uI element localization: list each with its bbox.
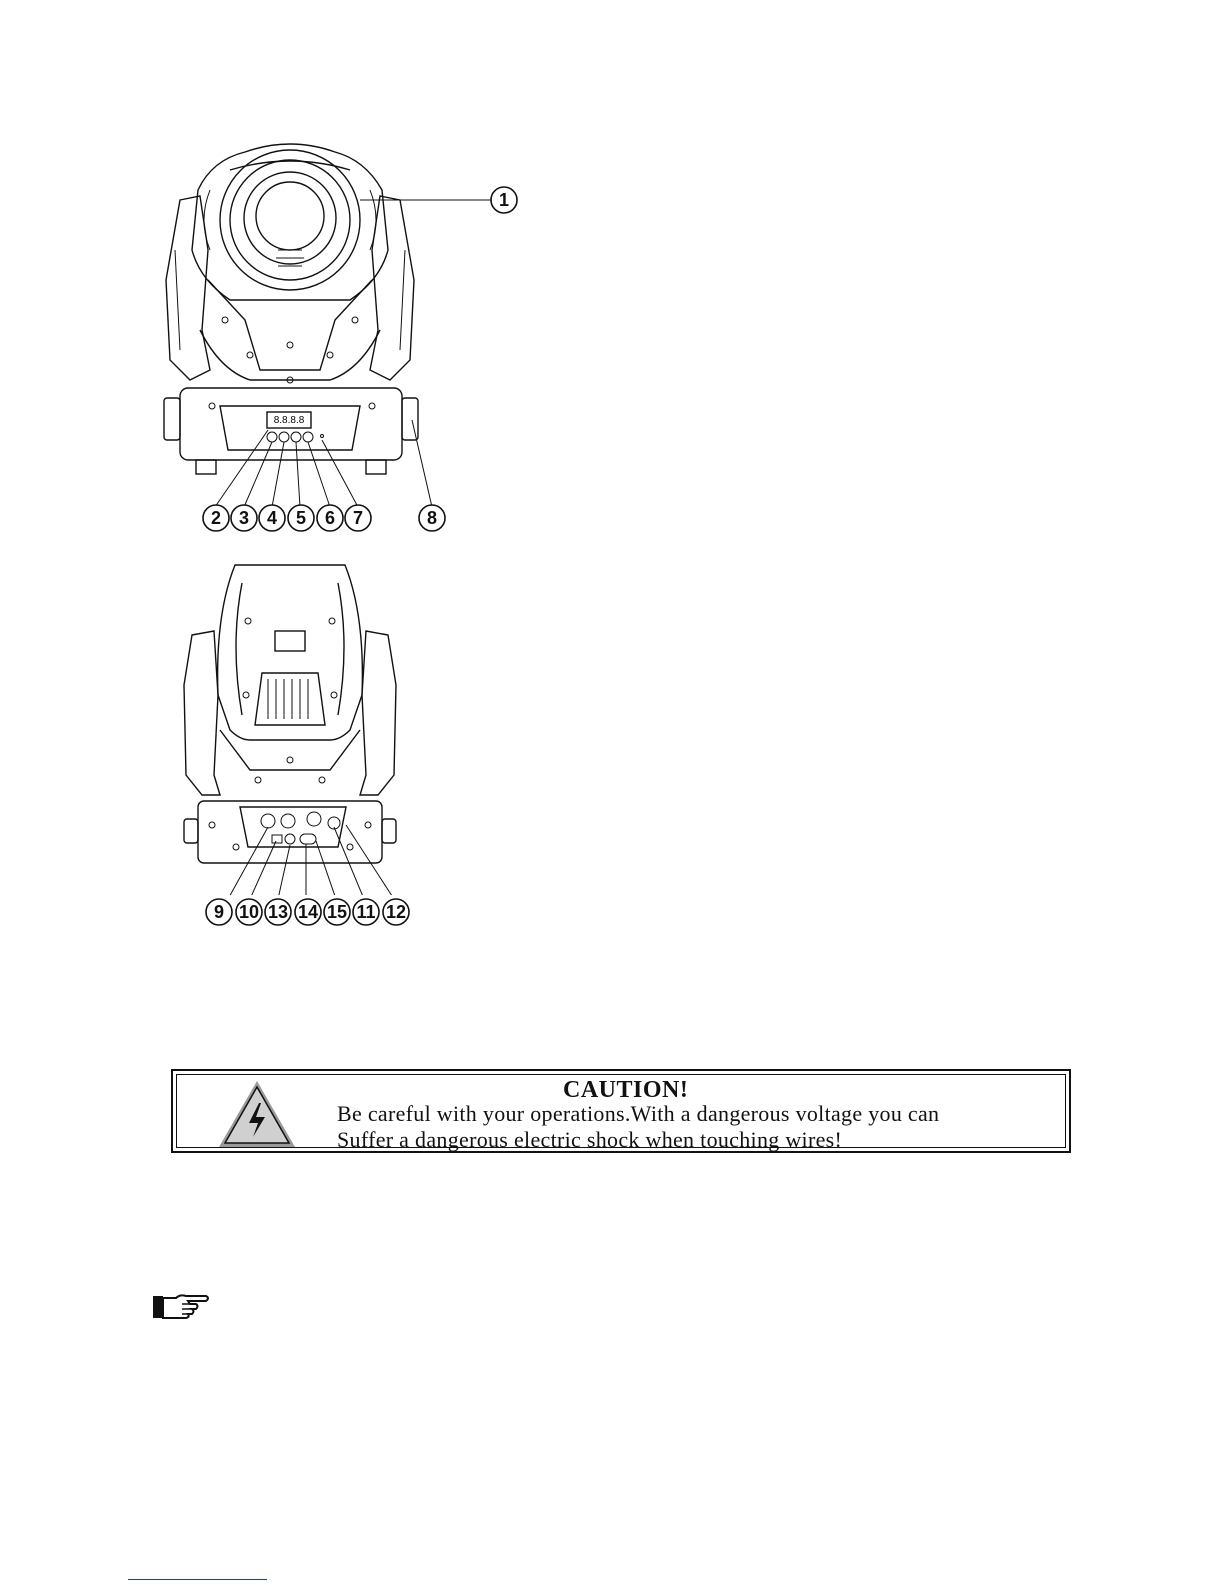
- footer-rule: [128, 1579, 267, 1580]
- display-readout: 8.8.8.8: [273, 415, 305, 426]
- high-voltage-warning-icon: [217, 1079, 297, 1149]
- fixture-head-rear: [218, 565, 363, 740]
- callout-5: [288, 505, 314, 531]
- caution-title: CAUTION!: [563, 1077, 689, 1103]
- svg-text:3: 3: [238, 508, 250, 528]
- callout-6: [317, 505, 343, 531]
- callout-8: [419, 505, 445, 531]
- rear-callouts: [200, 896, 420, 928]
- svg-text:5: 5: [295, 508, 307, 528]
- svg-text:7: 7: [352, 508, 364, 528]
- callout-7: [345, 505, 371, 531]
- front-callouts: [190, 180, 530, 540]
- callout-13: [265, 899, 291, 925]
- svg-text:9: 9: [213, 902, 225, 922]
- svg-text:10: 10: [238, 902, 260, 922]
- svg-text:14: 14: [297, 902, 319, 922]
- svg-text:15: 15: [326, 902, 348, 922]
- callout-14: [295, 899, 321, 925]
- pointing-hand-icon: [152, 1290, 212, 1322]
- callout-1: [491, 187, 517, 213]
- caution-box: [171, 1069, 1071, 1153]
- callout-9: [206, 899, 232, 925]
- svg-text:11: 11: [356, 902, 376, 922]
- callout-10: [236, 899, 262, 925]
- caution-text-line-2: Suffer a dangerous electric shock when touching wires!: [337, 1127, 843, 1152]
- callout-12: [383, 899, 409, 925]
- callout-2: [203, 505, 229, 531]
- svg-text:8: 8: [426, 508, 438, 528]
- callout-4: [259, 505, 285, 531]
- callout-15: [324, 899, 350, 925]
- svg-text:1: 1: [498, 190, 510, 210]
- svg-text:2: 2: [210, 508, 222, 528]
- callout-3: [231, 505, 257, 531]
- svg-text:12: 12: [385, 902, 407, 922]
- rear-view-diagram: [150, 555, 450, 895]
- svg-text:6: 6: [324, 508, 336, 528]
- yoke-arms-rear: [184, 631, 396, 795]
- callout-11: [353, 899, 379, 925]
- svg-text:4: 4: [266, 508, 278, 528]
- svg-text:13: 13: [267, 902, 289, 922]
- caution-text-line-1: Be careful with your operations.With a dangerous voltage you can: [337, 1101, 940, 1126]
